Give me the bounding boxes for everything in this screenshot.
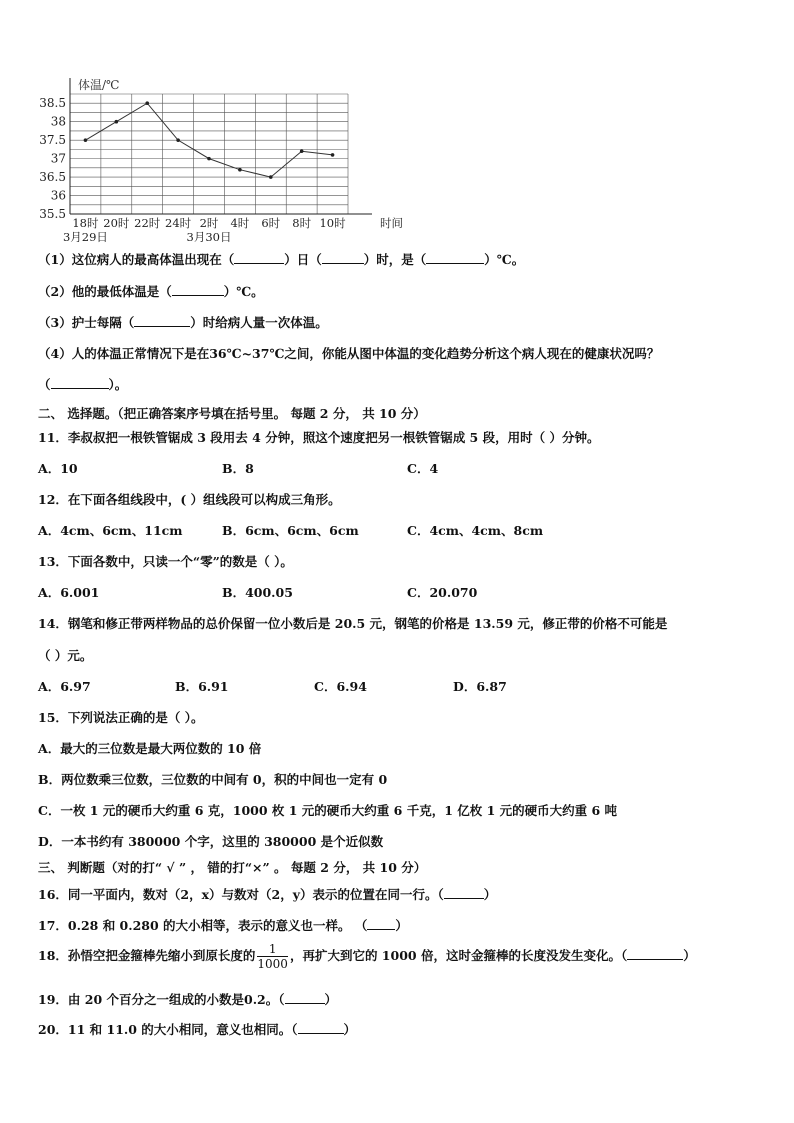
- q15-stem: 15．下列说法正确的是（ ）。: [38, 710, 204, 725]
- q14-option-b[interactable]: B．6.91: [175, 679, 229, 694]
- q15-option-b[interactable]: B．两位数乘三位数，三位数的中间有 0，积的中间也一定有 0: [38, 772, 388, 787]
- q15-option-d[interactable]: D．一本书约有 380000 个字，这里的 380000 是个近似数: [38, 834, 384, 849]
- x-tick-label: 2时: [199, 216, 219, 230]
- q12-stem: 12．在下面各组线段中，( ）组线段可以构成三角形。: [38, 492, 341, 507]
- answer-blank[interactable]: [234, 252, 284, 264]
- q13-option-c[interactable]: C．20.070: [407, 585, 478, 600]
- x-tick-label: 20时: [103, 216, 130, 230]
- q13-option-b[interactable]: B．400.05: [222, 585, 293, 600]
- question-4-answer: （ ）。: [38, 377, 128, 392]
- data-point: [300, 149, 304, 153]
- answer-blank[interactable]: [367, 918, 395, 930]
- answer-blank[interactable]: [627, 948, 683, 960]
- q15-option-c[interactable]: C．一枚 1 元的硬币大约重 6 克，1000 枚 1 元的硬币大约重 6 千克，1 亿枚 1 元的硬币大约重 6 吨: [38, 803, 618, 818]
- x-tick-label: 6时: [261, 216, 281, 230]
- answer-blank[interactable]: [285, 992, 325, 1004]
- q13-option-a[interactable]: A．6.001: [38, 585, 100, 600]
- x-tick-label: 8时: [292, 216, 312, 230]
- data-point: [238, 168, 242, 172]
- q11-option-a[interactable]: A．10: [38, 461, 78, 476]
- section-3-heading: 三、 判断题（对的打“ √ ” ， 错的打“×” 。 每题 2 分， 共 10 分）: [38, 860, 427, 875]
- q11-option-c[interactable]: C．4: [407, 461, 439, 476]
- x-tick-label: 10时: [319, 216, 346, 230]
- x-tick-label: 22时: [134, 216, 161, 230]
- q20: 20．11 和 11.0 的大小相同，意义也相同。（ ）: [38, 1022, 357, 1037]
- data-point: [176, 138, 180, 142]
- q11-stem: 11．李叔叔把一根铁管锯成 3 段用去 4 分钟，照这个速度把另一根铁管锯成 5 段，用时（ ）分钟。: [38, 430, 600, 445]
- question-2: （2）他的最低体温是（ ）℃。: [38, 284, 264, 299]
- q14-option-a[interactable]: A．6.97: [38, 679, 91, 694]
- x-tick-label: 24时: [165, 216, 192, 230]
- answer-blank[interactable]: [444, 887, 484, 899]
- data-point: [115, 120, 119, 124]
- x-axis-label: 时间: [380, 216, 403, 230]
- q12-option-a[interactable]: A．4cm、6cm、11cm: [38, 523, 183, 538]
- q11-option-b[interactable]: B．8: [222, 461, 254, 476]
- q13-stem: 13．下面各数中，只读一个“零”的数是（ ）。: [38, 554, 293, 569]
- answer-blank[interactable]: [426, 252, 484, 264]
- q15-option-a[interactable]: A．最大的三位数是最大两位数的 10 倍: [38, 741, 262, 756]
- y-tick-label: 38.5: [39, 96, 66, 111]
- q17: 17．0.28 和 0.280 的大小相等，表示的意义也一样。 （ ）: [38, 918, 408, 933]
- q14-option-c[interactable]: C．6.94: [314, 679, 367, 694]
- y-tick-label: 37: [50, 151, 66, 166]
- q12-option-c[interactable]: C．4cm、4cm、8cm: [407, 523, 544, 538]
- x-tick-label: 4时: [230, 216, 250, 230]
- answer-blank[interactable]: [172, 284, 224, 296]
- q18: 18．孙悟空把金箍棒先缩小到原长度的 $\frac{1}{1000}$ ，再扩大到它的 1000 倍，这时金箍棒的长度没发生变化。（ ）: [38, 942, 696, 971]
- q14-stem: 14．钢笔和修正带两样物品的总价保留一位小数后是 20.5 元，钢笔的价格是 13.59 元，修正带的价格不可能是: [38, 616, 668, 631]
- y-axis-label: 体温/℃: [78, 78, 120, 92]
- fraction: $\frac{1}{1000}$: [257, 942, 288, 971]
- q14-stem-2: （ ）元。: [38, 648, 93, 663]
- y-tick-label: 36: [50, 188, 66, 203]
- answer-blank[interactable]: [322, 252, 364, 264]
- date-label: 3月30日: [186, 230, 232, 244]
- data-point: [331, 153, 335, 157]
- q14-option-d[interactable]: D．6.87: [453, 679, 507, 694]
- y-tick-label: 35.5: [39, 207, 66, 221]
- x-tick-label: 18时: [72, 216, 99, 230]
- data-point: [207, 157, 211, 161]
- question-4: （4）人的体温正常情况下是在36℃~37℃之间，你能从图中体温的变化趋势分析这个病人现在的健康状况吗？: [38, 346, 660, 361]
- q19: 19．由 20 个百分之一组成的小数是0.2。（ ）: [38, 992, 338, 1007]
- data-point: [145, 101, 149, 105]
- q16: 16．同一平面内，数对（2，x）与数对（2，y）表示的位置在同一行。（ ）: [38, 887, 497, 902]
- y-tick-label: 38: [50, 114, 66, 129]
- y-tick-label: 37.5: [39, 133, 66, 148]
- answer-blank[interactable]: [134, 315, 190, 327]
- date-label: 3月29日: [62, 230, 108, 244]
- answer-blank[interactable]: [298, 1022, 344, 1034]
- y-tick-label: 36.5: [39, 170, 66, 185]
- section-2-heading: 二、 选择题。（把正确答案序号填在括号里。 每题 2 分， 共 10 分）: [38, 406, 426, 421]
- temperature-line-chart: [30, 72, 420, 247]
- question-1: （1）这位病人的最高体温出现在（ ）日（ ）时，是（ ）℃。: [38, 252, 525, 267]
- data-point: [84, 138, 88, 142]
- q12-option-b[interactable]: B．6cm、6cm、6cm: [222, 523, 359, 538]
- question-3: （3）护士每隔（ ）时给病人量一次体温。: [38, 315, 328, 330]
- data-point: [269, 175, 273, 179]
- answer-blank[interactable]: [51, 377, 109, 389]
